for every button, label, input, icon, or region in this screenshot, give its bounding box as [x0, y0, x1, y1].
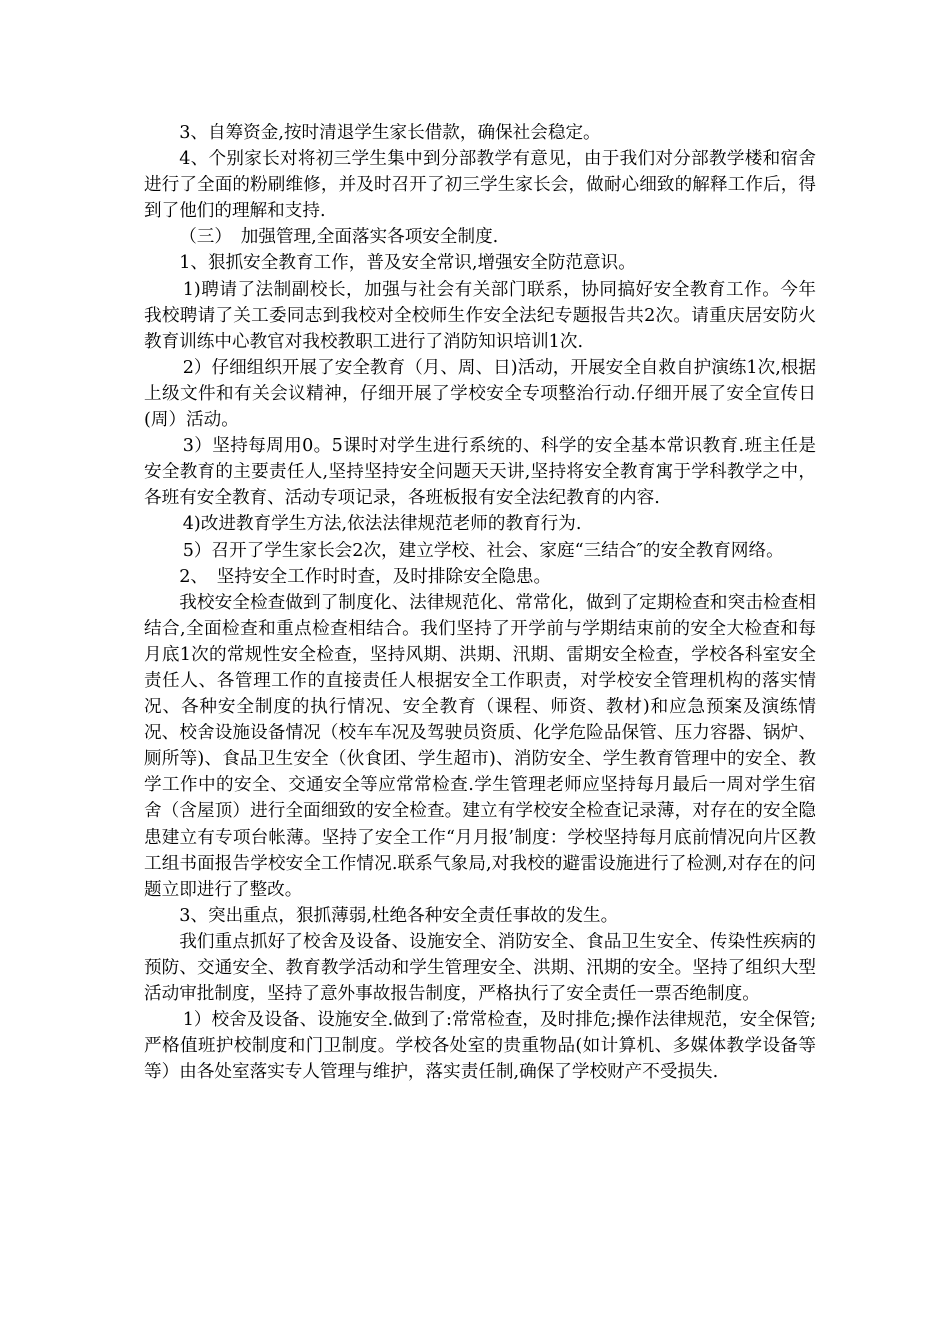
paragraph: 我们重点抓好了校舍及设备、设施安全、消防安全、食品卫生安全、传染性疾病的预防、交通安全、教育教学活动和学生管理安全、洪期、汛期的安全。坚持了组织大型活动审批制度，坚持了意外事故报告制度，严格执行了安全责任一票否绝制度。 [144, 931, 816, 1005]
paragraph: 4、个别家长对将初三学生集中到分部教学有意见，由于我们对分部教学楼和宿舍进行了全面的粉刷维修，并及时召开了初三学生家长会，做耐心细致的解释工作后，得到了他们的理解和支持. [144, 149, 816, 222]
paragraph: 2）仔细组织开展了安全教育（月、周、日)活动，开展安全自救自护演练1次,根据上级文件和有关会议精神，仔细开展了学校安全专项整治行动.仔细开展了安全宣传日(周）活动。 [144, 357, 816, 431]
subsection-heading: 2、 坚持安全工作时时查，及时排除安全隐患。 [179, 566, 552, 587]
paragraph: 1)聘请了法制副校长，加强与社会有关部门联系，协同搞好安全教育工作。今年我校聘请了关工委同志到我校对全校师生作安全法纪专题报告共2次。请重庆居安防火教育训练中心教官对我校教职工进行了消防知识培训1次. [144, 279, 816, 352]
paragraph: 3、自筹资金,按时清退学生家长借款，确保社会稳定。 [179, 123, 601, 143]
paragraph: 4)改进教育学生方法,依法法律规范老师的教育行为. [182, 514, 582, 535]
subsection-heading: 1、狠抓安全教育工作，普及安全常识,增强安全防范意识。 [179, 253, 636, 274]
paragraph: 1）校舍及设备、设施安全.做到了:常常检查，及时排危;操作法律规范，安全保管;严格值班护校制度和门卫制度。学校各处室的贵重物品(如计算机、多媒体教学设备等等）由各处室落实专人管理与维护，落实责任制,确保了学校财产不受损失. [144, 1010, 816, 1083]
subsection-heading: 3、突出重点，狠抓薄弱,杜绝各种安全责任事故的发生。 [179, 905, 619, 926]
paragraph: 3）坚持每周用0。5课时对学生进行系统的、科学的安全基本常识教育.班主任是安全教育的主要责任人,坚持坚持安全问题天天讲,坚持将安全教育寓于学科教学之中，各班有安全教育、活动专项记录，各班板报有安全法纪教育的内容. [144, 436, 816, 509]
document-body [144, 120, 816, 1085]
section-heading: （三） 加强管理,全面落实各项安全制度. [179, 227, 499, 248]
paragraph: 5）召开了学生家长会2次，建立学校、社会、家庭“三结合″的安全教育网络。 [182, 540, 784, 561]
paragraph: 我校安全检查做到了制度化、法律规范化、常常化，做到了定期检查和突击检查相结合,全面检查和重点检查相结合。我们坚持了开学前与学期结束前的安全大检查和每月底1次的常规性安全检查，坚持风期、洪期、汛期、雷期安全检查，学校各科室安全责任人、各管理工作的直接责任人根据安全工作职责，对学校安全管理机构的落实情况、各种安全制度的执行情况、安全教育（课程、师资、教材)和应急预案及演练情况、校舍设施设备情况（校车车况及驾驶员资质、化学危险品保管、压力容器、锅炉、厕所等)、食品卫生安全（伙食团、学生超市)、消防安全、学生教育管理中的安全、教学工作中的安全、交通安全等应常常检查.学生管理老师应坚持每月最后一周对学生宿舍（含屋顶）进行全面细致的安全检查。建立有学校安全检查记录薄，对存在的安全隐患建立有专项台帐薄。坚持了安全工作“月月报’制度：学校坚持每月底前情况向片区教工组书面报告学校安全工作情况.联系气象局,对我校的避雷设施进行了检测,对存在的问题立即进行了整改。 [144, 592, 816, 900]
